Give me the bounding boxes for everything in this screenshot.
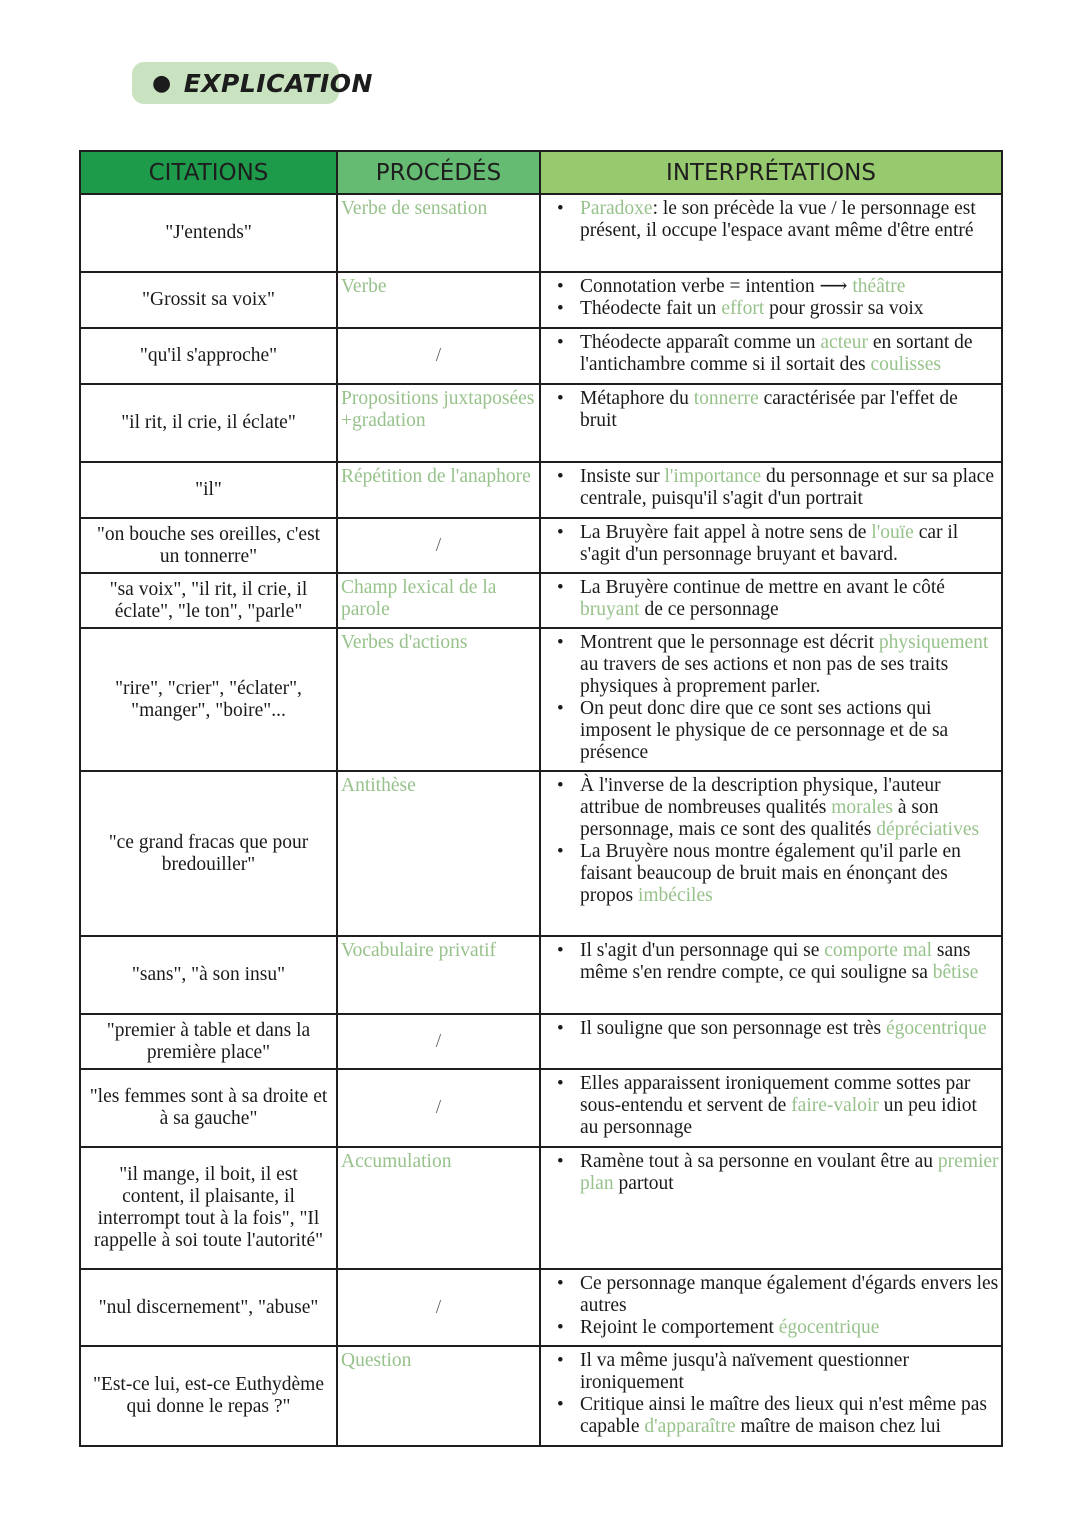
citation-cell: "il mange, il boit, il est content, il plaisante, il interrompt tout à la fois", "Il rappelle à soi toute l'autorité" (80, 1147, 337, 1269)
interpretation-cell (540, 936, 1002, 1014)
citation-cell: "il rit, il crie, il éclate" (80, 384, 337, 462)
list-item (545, 388, 999, 432)
interpretation-list (545, 466, 999, 510)
procede-cell: / (337, 328, 540, 384)
interpretation-text: Il va même jusqu'à naïvement questionner ironiquement (580, 1350, 909, 1393)
interpretation-cell (540, 771, 1002, 936)
section-title: EXPLICATION (183, 68, 373, 98)
interpretation-list (545, 1018, 999, 1040)
interpretation-list (545, 1151, 999, 1195)
list-item (545, 1350, 999, 1394)
citation-cell: "Est-ce lui, est-ce Euthydème qui donne le repas ?" (80, 1346, 337, 1446)
list-item (545, 1073, 999, 1139)
table-row (80, 272, 1002, 328)
table-row (80, 1269, 1002, 1346)
list-item (545, 940, 999, 984)
interpretation-text: Insiste sur (580, 466, 665, 487)
list-item (545, 1317, 999, 1339)
highlighted-term: bruyant (580, 599, 640, 620)
interpretation-text: Connotation verbe = intention ⟶ (580, 276, 853, 297)
highlighted-term: Paradoxe (580, 198, 653, 219)
interpretation-text: en sortant de l'antichambre comme si il sortait des (580, 332, 973, 375)
highlighted-term: tonnerre (693, 388, 759, 409)
interpretation-list (545, 940, 999, 984)
table-row (80, 328, 1002, 384)
interpretation-cell (540, 1346, 1002, 1446)
highlighted-term: coulisses (870, 354, 941, 375)
interpretation-text: du personnage et sur sa place centrale, puisqu'il s'agit d'un portrait (580, 466, 994, 509)
interpretation-cell (540, 194, 1002, 272)
interpretation-text: car il s'agit d'un personnage bruyant et bavard. (580, 522, 959, 565)
list-item (545, 276, 999, 298)
highlighted-term: dépréciatives (876, 819, 980, 840)
interpretation-list (545, 577, 999, 621)
procede-cell: Champ lexical de la parole (337, 573, 540, 628)
table-row (80, 771, 1002, 936)
highlighted-term: comporte mal (824, 940, 932, 961)
interpretation-list (545, 1073, 999, 1139)
citation-cell: "Grossit sa voix" (80, 272, 337, 328)
highlighted-term: imbéciles (637, 885, 713, 906)
interpretation-cell (540, 328, 1002, 384)
table-row (80, 1014, 1002, 1069)
interpretation-text: Il s'agit d'un personnage qui se (580, 940, 825, 961)
interpretation-list (545, 632, 999, 764)
highlighted-term: morales (831, 797, 893, 818)
interpretation-list (545, 1350, 999, 1438)
interpretation-text: Métaphore du (580, 388, 694, 409)
interpretation-list (545, 388, 999, 432)
section-badge (132, 62, 373, 104)
procede-cell: Antithèse (337, 771, 540, 936)
procede-cell: Propositions juxtaposées +gradation (337, 384, 540, 462)
interpretation-text: Théodecte apparaît comme un (580, 332, 821, 353)
interpretation-text: La Bruyère fait appel à notre sens de (580, 522, 872, 543)
interpretation-cell (540, 1069, 1002, 1147)
interpretation-text: À l'inverse de la description physique, l'auteur attribue de nombreuses qualités (580, 775, 941, 818)
list-item (545, 522, 999, 566)
procede-cell: Vocabulaire privatif (337, 936, 540, 1014)
procede-cell: Verbe de sensation (337, 194, 540, 272)
interpretation-text: On peut donc dire que ce sont ses actions qui imposent le physique de ce personnage et de sa présence (580, 698, 949, 763)
table-row (80, 518, 1002, 573)
header-interpretations: INTERPRÉTATIONS (540, 151, 1002, 194)
list-item (545, 466, 999, 510)
interpretation-list (545, 276, 999, 320)
interpretation-text: partout (613, 1173, 674, 1194)
list-item (545, 698, 999, 764)
highlighted-term: acteur (820, 332, 869, 353)
list-item (545, 577, 999, 621)
header-citations: CITATIONS (80, 151, 337, 194)
interpretation-text: Elles apparaissent ironiquement comme sottes par sous-entendu et servent de (580, 1073, 971, 1116)
citation-cell: "on bouche ses oreilles, c'est un tonnerre" (80, 518, 337, 573)
interpretation-cell (540, 573, 1002, 628)
interpretation-cell (540, 462, 1002, 518)
table-row (80, 462, 1002, 518)
citation-cell: "premier à table et dans la première place" (80, 1014, 337, 1069)
interpretation-text: au travers de ses actions et non pas de ses traits physiques à proprement parler. (580, 654, 949, 697)
interpretation-text: Critique ainsi le maître des lieux qui n'est même pas capable (580, 1394, 987, 1437)
list-item (545, 841, 999, 907)
citation-cell: "J'entends" (80, 194, 337, 272)
list-item (545, 632, 999, 698)
list-item (545, 1151, 999, 1195)
bullet-icon: ● (152, 70, 172, 96)
table-row (80, 1069, 1002, 1147)
citation-cell: "sa voix", "il rit, il crie, il éclate", "le ton", "parle" (80, 573, 337, 628)
highlighted-term: faire-valoir (791, 1095, 879, 1116)
table-row (80, 384, 1002, 462)
procede-cell: Accumulation (337, 1147, 540, 1269)
interpretation-list (545, 198, 999, 242)
table-row (80, 1346, 1002, 1446)
highlighted-term: égocentrique (778, 1317, 880, 1338)
highlighted-term: premier plan (580, 1151, 999, 1194)
table-row (80, 573, 1002, 628)
list-item (545, 198, 999, 242)
procede-cell: Verbes d'actions (337, 628, 540, 771)
interpretation-text: de ce personnage (639, 599, 779, 620)
highlighted-term: effort (721, 298, 765, 319)
interpretation-text: La Bruyère continue de mettre en avant le côté (580, 577, 945, 598)
table-row (80, 194, 1002, 272)
interpretation-text: pour grossir sa voix (764, 298, 924, 319)
procede-cell: / (337, 518, 540, 573)
procede-cell: Question (337, 1346, 540, 1446)
list-item (545, 1018, 999, 1040)
interpretation-text: à son personnage, mais ce sont des qualités (580, 797, 939, 840)
interpretation-list (545, 775, 999, 907)
list-item (545, 775, 999, 841)
interpretation-cell (540, 518, 1002, 573)
interpretation-text: Rejoint le comportement (580, 1317, 779, 1338)
interpretation-text: La Bruyère nous montre également qu'il parle en faisant beaucoup de bruit mais en énonçant des propos (580, 841, 961, 906)
analysis-table (79, 150, 1003, 1447)
table-row (80, 1147, 1002, 1269)
highlighted-term: égocentrique (885, 1018, 987, 1039)
interpretation-cell (540, 384, 1002, 462)
interpretation-list (545, 522, 999, 566)
list-item (545, 1273, 999, 1317)
highlighted-term: bêtise (932, 962, 979, 983)
highlighted-term: d'apparaître (644, 1416, 736, 1437)
header-procedes: PROCÉDÉS (337, 151, 540, 194)
interpretation-text: sans même s'en rendre compte, ce qui souligne sa (580, 940, 971, 983)
table-row (80, 936, 1002, 1014)
interpretation-text: maître de maison chez lui (735, 1416, 941, 1437)
interpretation-list (545, 1273, 999, 1339)
procede-cell: Verbe (337, 272, 540, 328)
interpretation-text: caractérisée par l'effet de bruit (580, 388, 958, 431)
citation-cell: "nul discernement", "abuse" (80, 1269, 337, 1346)
procede-cell: / (337, 1269, 540, 1346)
interpretation-text: Ce personnage manque également d'égards envers les autres (580, 1273, 999, 1316)
interpretation-cell (540, 1147, 1002, 1269)
table-header-row (80, 151, 1002, 194)
interpretation-cell (540, 1269, 1002, 1346)
interpretation-text: Il souligne que son personnage est très (580, 1018, 886, 1039)
table-row (80, 628, 1002, 771)
citation-cell: "les femmes sont à sa droite et à sa gauche" (80, 1069, 337, 1147)
citation-cell: "ce grand fracas que pour bredouiller" (80, 771, 337, 936)
highlighted-term: physiquement (878, 632, 989, 653)
interpretation-cell (540, 628, 1002, 771)
procede-cell: / (337, 1014, 540, 1069)
interpretation-text: un peu idiot au personnage (580, 1095, 977, 1138)
citation-cell: "sans", "à son insu" (80, 936, 337, 1014)
interpretation-cell (540, 272, 1002, 328)
highlighted-term: théâtre (852, 276, 906, 297)
procede-cell: Répétition de l'anaphore (337, 462, 540, 518)
procede-cell: / (337, 1069, 540, 1147)
interpretation-text: : le son précède la vue / le personnage est présent, il occupe l'espace avant même d'être entré (580, 198, 976, 241)
list-item (545, 332, 999, 376)
interpretation-text: Ramène tout à sa personne en voulant être au (580, 1151, 938, 1172)
citation-cell: "qu'il s'approche" (80, 328, 337, 384)
highlighted-term: l'ouïe (871, 522, 914, 543)
interpretation-text: Montrent que le personnage est décrit (580, 632, 879, 653)
citation-cell: "il" (80, 462, 337, 518)
highlighted-term: l'importance (664, 466, 762, 487)
interpretation-list (545, 332, 999, 376)
list-item (545, 1394, 999, 1438)
interpretation-text: Théodecte fait un (580, 298, 722, 319)
citation-cell: "rire", "crier", "éclater", "manger", "boire"... (80, 628, 337, 771)
interpretation-cell (540, 1014, 1002, 1069)
list-item (545, 298, 999, 320)
